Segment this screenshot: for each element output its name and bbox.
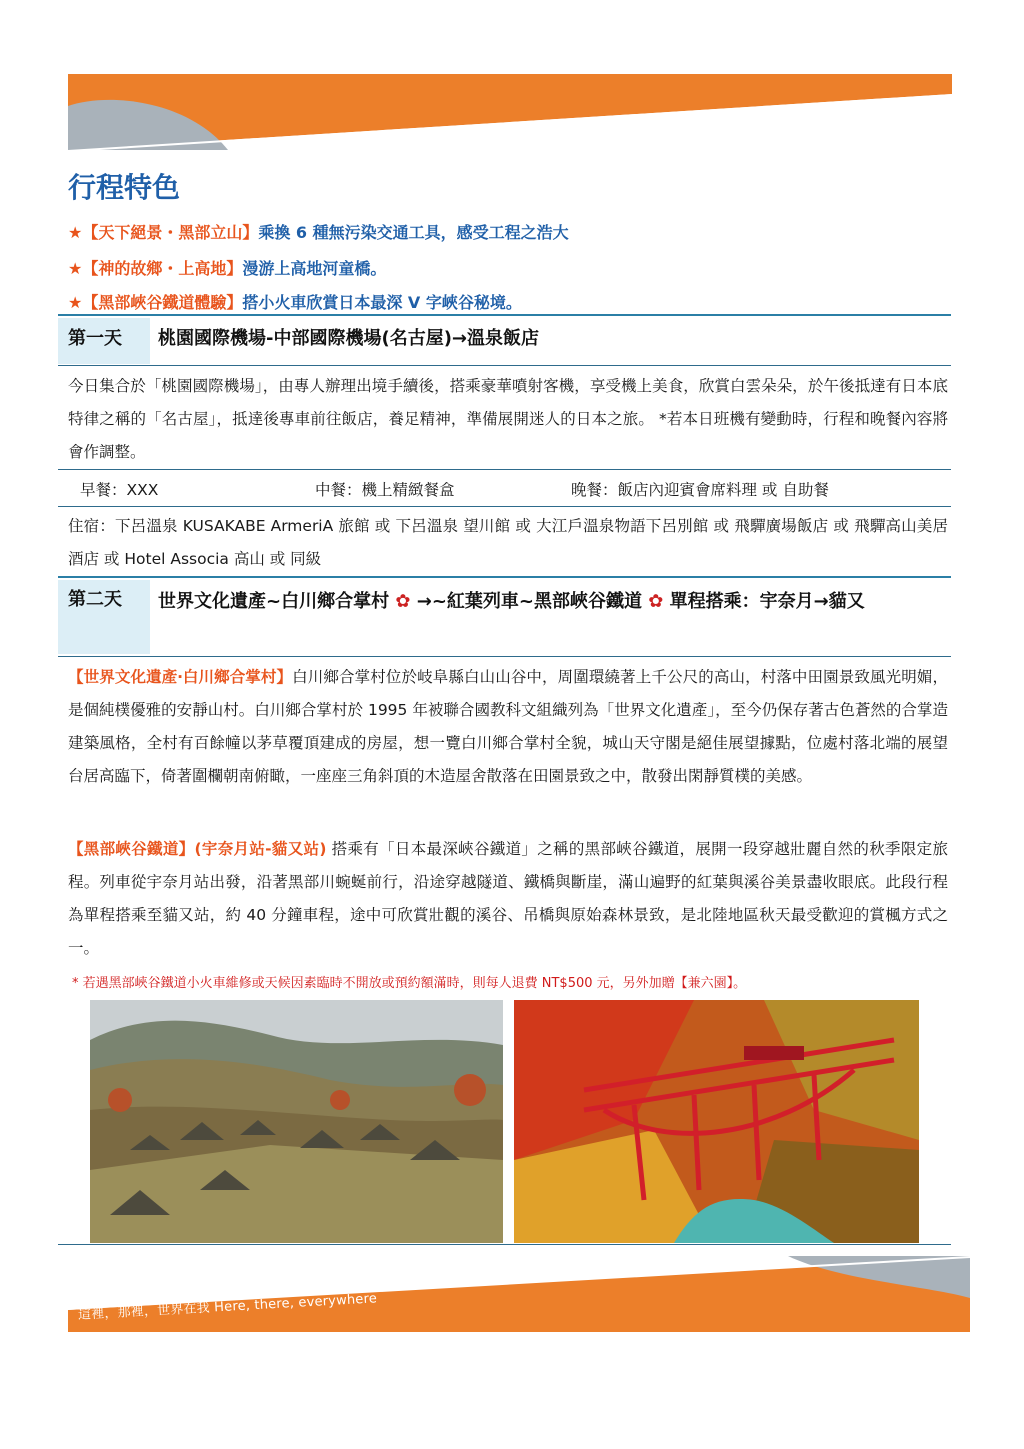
footer-banner-graphic <box>68 1256 970 1332</box>
feature-key: 【黑部峽谷鐵道體驗】 <box>82 293 243 312</box>
day1-description: 今日集合於「桃園國際機場」，由專人辦理出境手續後，搭乘豪華噴射客機，享受機上美食，欣賞白雲朵朵，於午後抵達有日本底特律之稱的「名古屋」，抵達後專車前往飯店，養足精神，準備展開迷人的日本之旅。 *若本日班機有變動時，行程和晚餐內容將會作調整。 <box>68 377 948 461</box>
divider <box>58 469 951 470</box>
star-icon: ★ <box>68 293 83 312</box>
kurobe-bridge-photo <box>514 1000 919 1243</box>
divider <box>58 314 951 316</box>
divider <box>58 576 951 578</box>
dinner: 晚餐：飯店內迎賓會席料理 或 自助餐 <box>571 481 829 499</box>
feature-item <box>68 220 569 243</box>
divider <box>58 506 951 507</box>
feature-key: 【神的故鄉・上高地】 <box>82 259 243 278</box>
maple-leaf-icon: ✿ <box>395 591 411 612</box>
shirakawa-village-photo <box>90 1000 503 1243</box>
footer-slogan: 這裡，那裡，世界在我 Here, there, everywhere <box>77 1291 378 1323</box>
day2-title-part1: 世界文化遺產~白川鄉合掌村 <box>158 591 390 612</box>
feature-key: 【天下絕景・黑部立山】 <box>82 223 259 242</box>
divider <box>58 656 951 657</box>
shirakawa-heading: 【世界文化遺產‧白川鄉合掌村】 <box>68 668 293 686</box>
footer-banner <box>68 1256 970 1332</box>
kurobe-heading: 【黑部峽谷鐵道】(宇奈月站-貓又站) <box>68 840 327 858</box>
day2-title <box>158 585 948 619</box>
feature-item <box>68 256 386 279</box>
header-banner <box>68 74 952 150</box>
feature-item <box>68 290 522 313</box>
day2-label: 第二天 <box>58 580 150 654</box>
breakfast: 早餐：XXX <box>80 481 159 499</box>
kurobe-text: 搭乘有「日本最深峽谷鐵道」之稱的黑部峽谷鐵道，展開一段穿越壯麗自然的秋季限定旅程。列車從宇奈月站出發，沿著黑部川蜿蜒前行，沿途穿越隧道、鐵橋與斷崖，滿山遍野的紅葉與溪谷美景盡收眼底。此段行程為單程搭乘至貓又站，約 40 分鐘車程，途中可欣賞壯觀的溪谷、吊橋與原始森林景致，是北陸地區秋天最受歡迎的賞楓方式之一。 <box>68 840 948 957</box>
day2-title-part3: 單程搭乘：宇奈月→貓又 <box>669 591 865 612</box>
maple-leaf-icon: ✿ <box>648 591 664 612</box>
feature-text: 乘換 6 種無污染交通工具，感受工程之浩大 <box>258 223 569 242</box>
refund-notice: * 若遇黑部峽谷鐵道小火車維修或天候因素臨時不開放或預約額滿時，則每人退費 NT$500 元，另外加贈【兼六園】。 <box>72 976 747 991</box>
star-icon: ★ <box>68 259 83 278</box>
page-title: 行程特色 <box>68 171 181 204</box>
shirakawa-text: 白川鄉合掌村位於岐阜縣白山山谷中，周圍環繞著上千公尺的高山，村落中田園景致風光明媚，是個純樸優雅的安靜山村。白川鄉合掌村於 1995 年被聯合國教科文組織列為「世界文化遺產」，至今仍保存著古色蒼然的合掌造建築風格，全村有百餘幢以茅草覆頂建成的房屋，想一覽白川鄉合掌村全貌，城山天守閣是絕佳展望據點，位處村落北端的展望台居高臨下，倚著圍欄朝南俯瞰，一座座三角斜頂的木造屋舍散落在田園景致之中，散發出閑靜質樸的美感。 <box>68 668 948 785</box>
day1-title: 桃園國際機場-中部國際機場(名古屋)→溫泉飯店 <box>158 328 540 349</box>
star-icon: ★ <box>68 223 83 242</box>
kurobe-paragraph <box>68 833 948 965</box>
feature-text: 漫游上高地河童橋。 <box>242 259 387 278</box>
day1-accommodation: 住宿：下呂溫泉 KUSAKABE ArmeriA 旅館 或 下呂溫泉 望川館 或 大江戶溫泉物語下呂別館 或 飛驒廣場飯店 或 飛驒高山美居酒店 或 Hotel Associa 高山 或 同級 <box>68 517 948 568</box>
day1-label: 第一天 <box>58 318 150 364</box>
header-slogan: 這裡，那裡，世界在我 Here, there, everywhere <box>642 100 943 132</box>
day2-title-part2: →~紅葉列車~黑部峽谷鐵道 <box>416 591 642 612</box>
feature-text: 搭小火車欣賞日本最深 V 字峽谷秘境。 <box>242 293 522 312</box>
divider <box>58 1244 951 1245</box>
divider <box>58 365 951 366</box>
lunch: 中餐：機上精緻餐盒 <box>315 481 455 499</box>
shirakawa-paragraph <box>68 661 948 793</box>
